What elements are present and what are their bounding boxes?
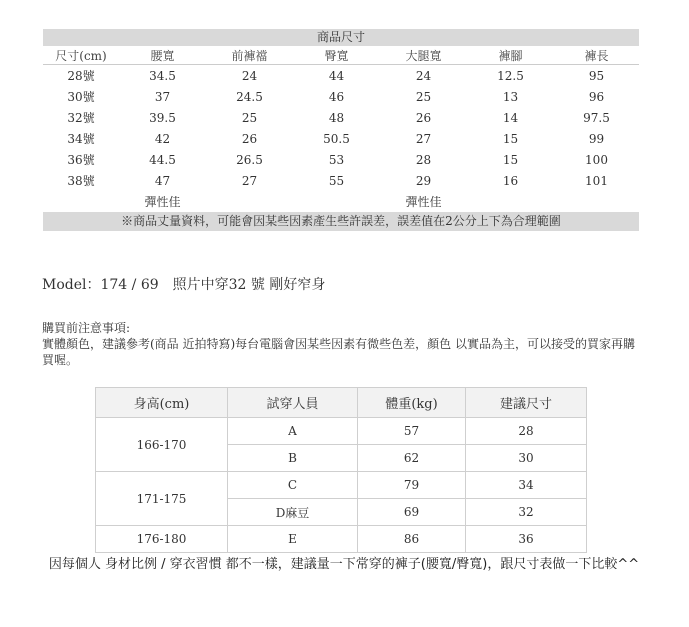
purchase-notice xyxy=(42,320,642,368)
hem-cell: 15 xyxy=(502,131,519,146)
thigh-cell: 24 xyxy=(415,68,432,83)
hip-cell: 53 xyxy=(328,152,345,167)
size-advice-footer: 因每個人 身材比例 / 穿衣習慣 都不一樣，建議量一下常穿的褲子(腰寬/臀寬)，跟尺寸表做一下比較^^ xyxy=(48,557,640,572)
height-range-cell: 166-170 xyxy=(96,418,228,472)
height-range-cell: 171-175 xyxy=(96,472,228,526)
length-cell: 97.5 xyxy=(583,110,610,125)
size-table-title: 商品尺寸 xyxy=(43,29,639,46)
weight-cell: 79 xyxy=(358,472,466,499)
header-hip: 臀寬 xyxy=(324,49,349,63)
header-suggested-size: 建議尺寸 xyxy=(466,388,587,418)
table-row xyxy=(43,65,639,86)
hip-cell: 50.5 xyxy=(323,131,350,146)
suggested-size-cell: 36 xyxy=(466,526,587,553)
hip-elastic-note: 彈性佳 xyxy=(405,195,442,209)
weight-cell: 62 xyxy=(358,445,466,472)
length-cell: 101 xyxy=(585,173,608,188)
weight-cell: 57 xyxy=(358,418,466,445)
hem-cell: 16 xyxy=(502,173,519,188)
length-cell: 95 xyxy=(588,68,605,83)
hem-cell: 14 xyxy=(502,110,519,125)
waist-cell: 34.5 xyxy=(149,68,176,83)
length-cell: 99 xyxy=(588,131,605,146)
suggested-size-cell: 34 xyxy=(466,472,587,499)
size-table xyxy=(43,29,639,231)
hip-cell: 48 xyxy=(328,110,345,125)
weight-cell: 69 xyxy=(358,499,466,526)
notice-heading: 購買前注意事項: xyxy=(42,321,131,335)
table-row xyxy=(96,526,587,553)
thigh-cell: 25 xyxy=(415,89,432,104)
waist-cell: 39.5 xyxy=(149,110,176,125)
hem-cell: 12.5 xyxy=(497,68,524,83)
model-info: Model：174 / 69 照片中穿32 號 剛好窄身 xyxy=(42,277,326,293)
front-rise-cell: 26.5 xyxy=(236,152,263,167)
fitting-table xyxy=(95,387,587,553)
suggested-size-cell: 30 xyxy=(466,445,587,472)
size-cell: 36號 xyxy=(67,153,95,167)
waist-cell: 44.5 xyxy=(149,152,176,167)
header-front-rise: 前褲襠 xyxy=(231,49,268,63)
waist-cell: 37 xyxy=(154,89,171,104)
size-cell: 30號 xyxy=(67,90,95,104)
size-table-header xyxy=(43,46,639,65)
hip-cell: 55 xyxy=(328,173,345,188)
waist-elastic-note: 彈性佳 xyxy=(144,195,181,209)
header-height: 身高(cm) xyxy=(96,388,228,418)
header-length: 褲長 xyxy=(584,49,609,63)
front-rise-cell: 24.5 xyxy=(236,89,263,104)
header-thigh: 大腿寬 xyxy=(405,49,442,63)
length-cell: 100 xyxy=(585,152,608,167)
front-rise-cell: 26 xyxy=(241,131,258,146)
front-rise-cell: 24 xyxy=(241,68,258,83)
tester-cell: E xyxy=(228,526,358,553)
tester-cell: B xyxy=(228,445,358,472)
table-row xyxy=(43,107,639,128)
tester-cell: D麻豆 xyxy=(228,499,358,526)
size-cell: 28號 xyxy=(67,69,95,83)
hem-cell: 15 xyxy=(502,152,519,167)
suggested-size-cell: 32 xyxy=(466,499,587,526)
tester-cell: C xyxy=(228,472,358,499)
tester-cell: A xyxy=(228,418,358,445)
table-row xyxy=(43,170,639,191)
suggested-size-cell: 28 xyxy=(466,418,587,445)
thigh-cell: 26 xyxy=(415,110,432,125)
thigh-cell: 28 xyxy=(415,152,432,167)
header-tester: 試穿人員 xyxy=(228,388,358,418)
length-cell: 96 xyxy=(588,89,605,104)
table-row xyxy=(43,86,639,107)
height-range-cell: 176-180 xyxy=(96,526,228,553)
thigh-cell: 27 xyxy=(415,131,432,146)
weight-cell: 86 xyxy=(358,526,466,553)
elastic-row xyxy=(43,191,639,212)
hip-cell: 46 xyxy=(328,89,345,104)
fitting-table-header xyxy=(96,388,587,418)
hip-cell: 44 xyxy=(328,68,345,83)
hem-cell: 13 xyxy=(502,89,519,104)
front-rise-cell: 27 xyxy=(241,173,258,188)
table-row xyxy=(96,418,587,445)
header-weight: 體重(kg) xyxy=(358,388,466,418)
table-row xyxy=(96,472,587,499)
header-hem: 褲腳 xyxy=(498,49,523,63)
notice-body: 實體顏色，建議參考(商品 近拍特寫)每台電腦會因某些因素有微些色差，顏色 以實品為主，可以接受的買家再購買喔。 xyxy=(42,337,635,367)
waist-cell: 47 xyxy=(154,173,171,188)
header-waist: 腰寬 xyxy=(150,49,175,63)
thigh-cell: 29 xyxy=(415,173,432,188)
table-row xyxy=(43,128,639,149)
size-cell: 34號 xyxy=(67,132,95,146)
size-cell: 38號 xyxy=(67,174,95,188)
size-cell: 32號 xyxy=(67,111,95,125)
header-size: 尺寸(cm) xyxy=(55,49,107,63)
waist-cell: 42 xyxy=(154,131,171,146)
front-rise-cell: 25 xyxy=(241,110,258,125)
measurement-note: ※商品丈量資料，可能會因某些因素產生些許誤差，誤差值在2公分上下為合理範圍 xyxy=(43,212,639,231)
table-row xyxy=(43,149,639,170)
